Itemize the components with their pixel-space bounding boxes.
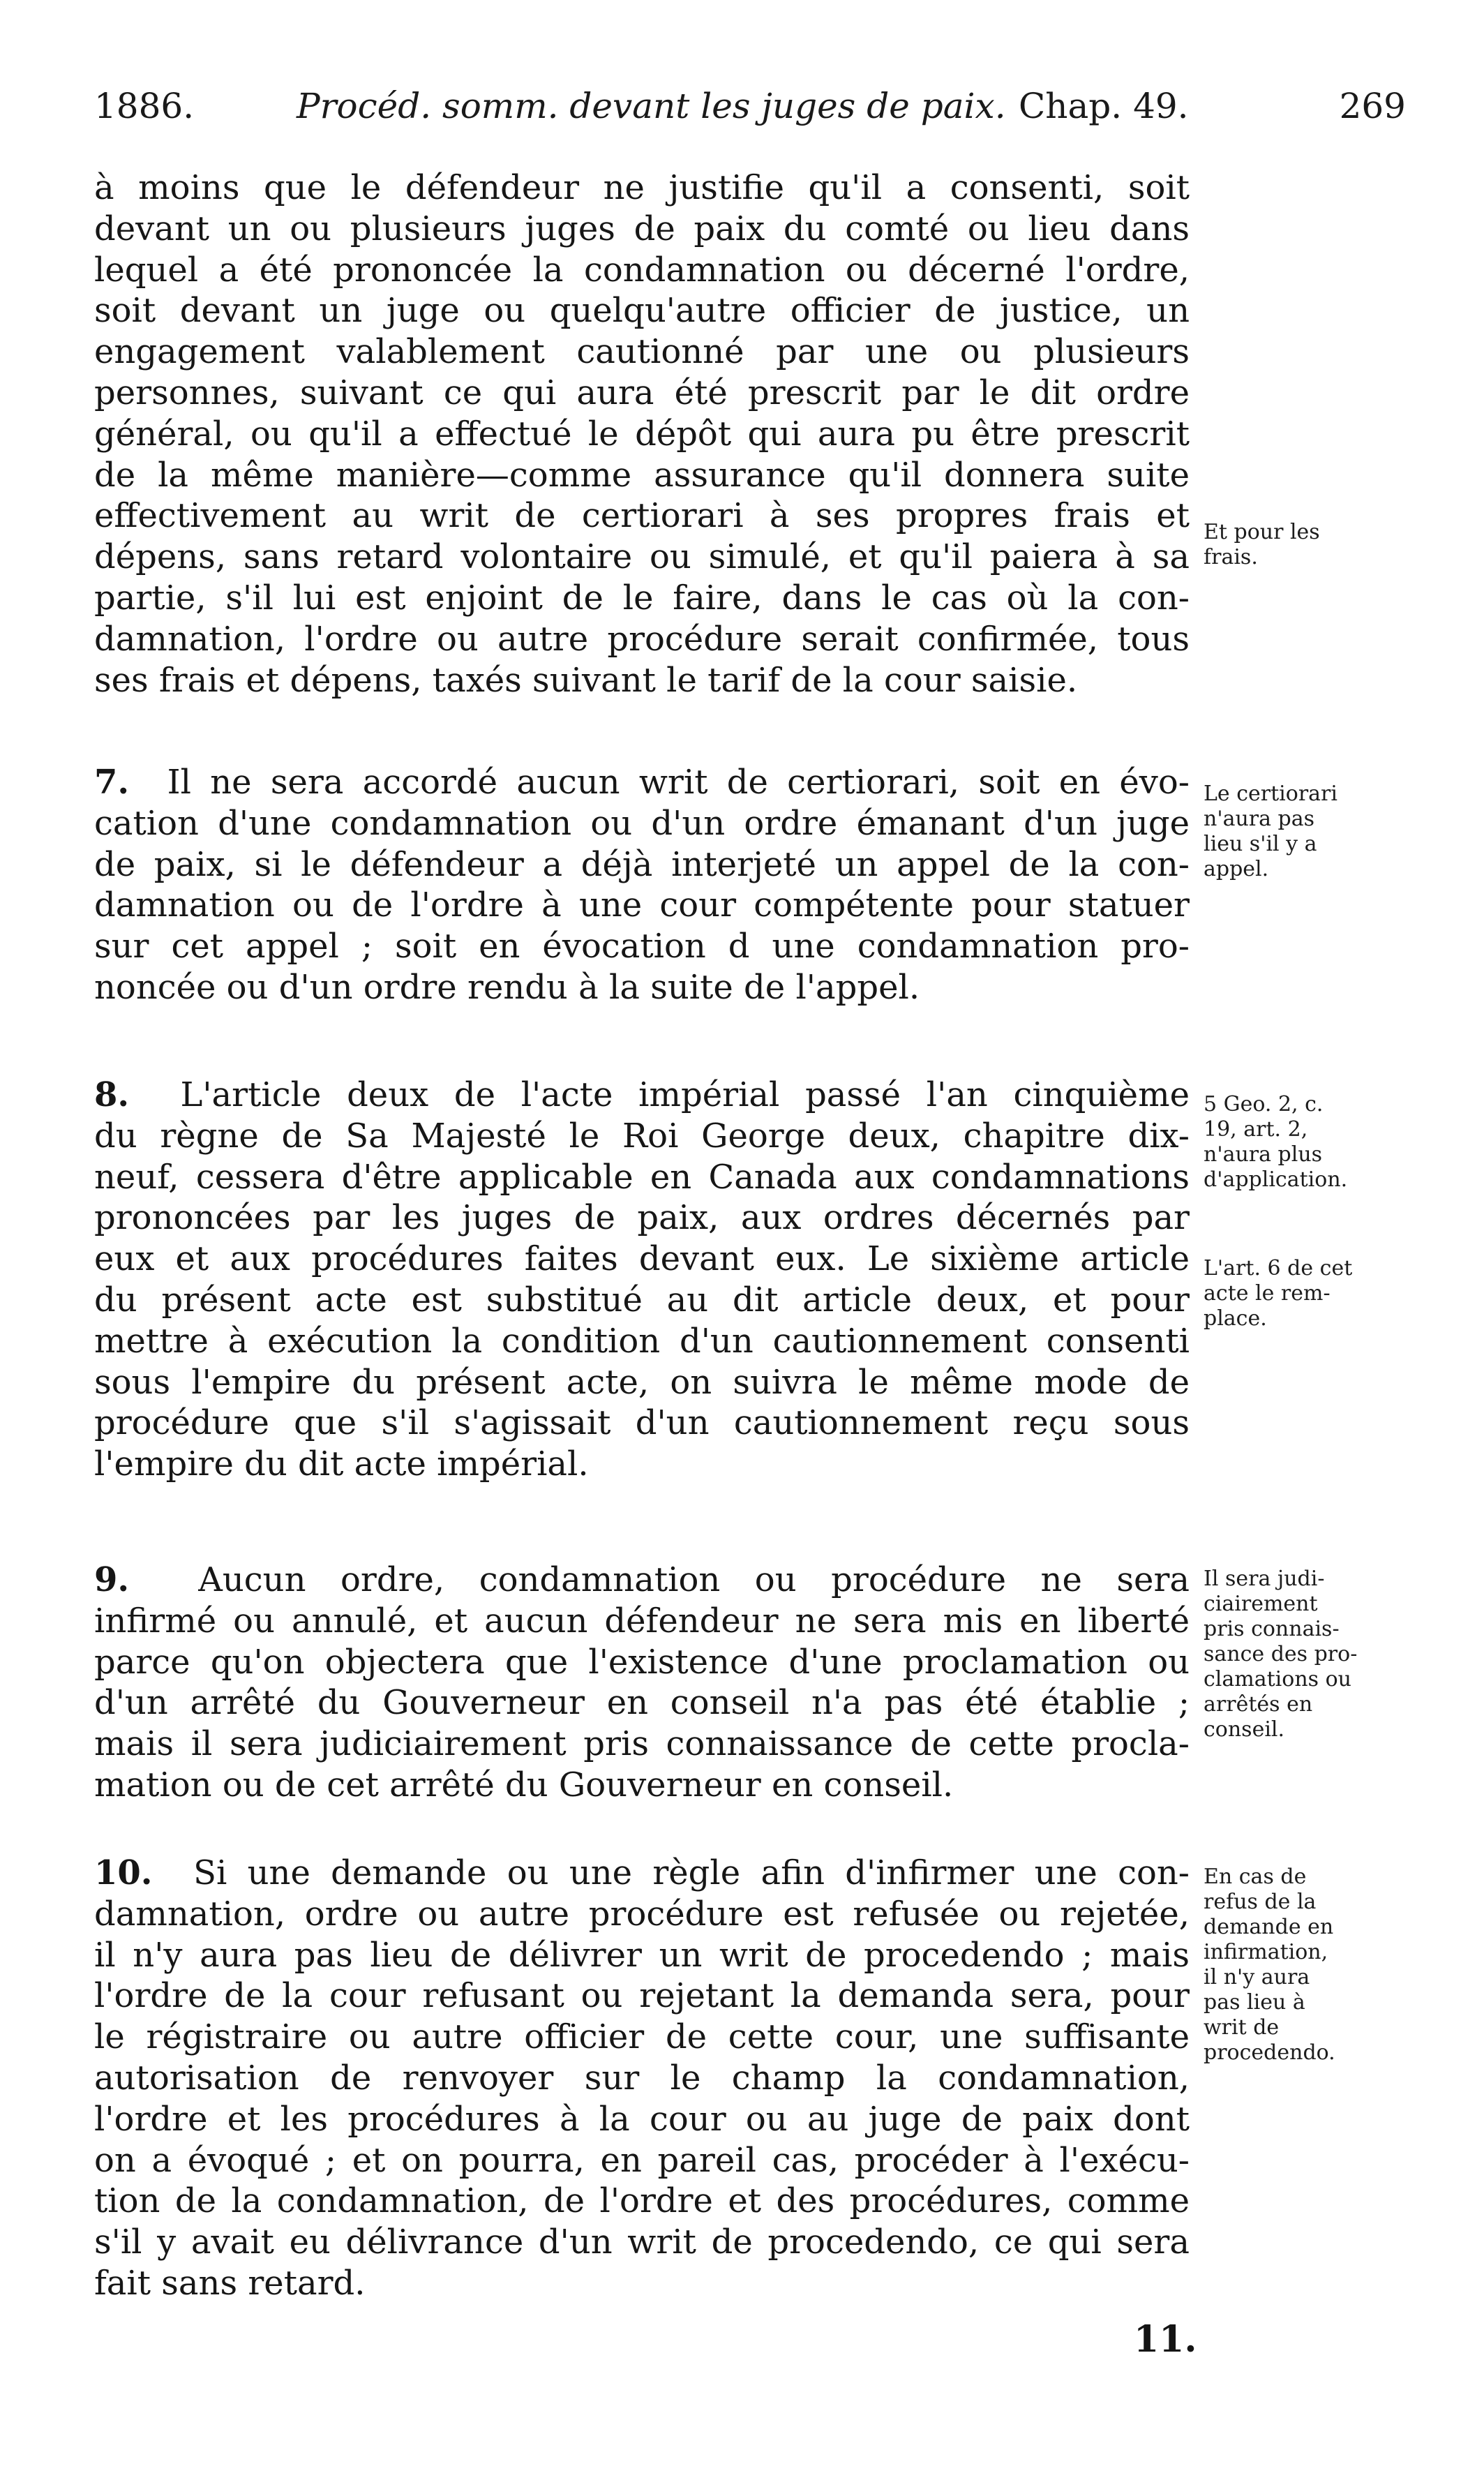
text-line [94,1853,1190,1894]
text-line: devant un ou plusieurs juges de paix du comté ou lieu dans [94,209,1190,248]
margin-note-line: 5 Geo. 2, c. [1204,1092,1324,1116]
header-title: Procéd. somm. devant les juges de paix. [297,86,1006,126]
continuation-paragraph [94,167,1190,701]
text-line: soit devant un juge ou quelqu'autre officier de justice, un [94,291,1190,331]
section-10 [94,1853,1190,2304]
catchword: 11. [1134,2318,1197,2361]
section-number: 7. [94,763,130,802]
text-line: du règne de Sa Majesté le Roi George deux, chapitre dix- [94,1116,1190,1156]
margin-note-line: L'art. 6 de cet [1204,1256,1353,1280]
margin-note-line: conseil. [1204,1717,1285,1742]
margin-note-geo [1204,1092,1378,1193]
text-line: à moins que le défendeur ne justifie qu'il a consenti, soit [94,168,1190,207]
text-line: engagement valablement cautionné par une ou plusieurs [94,332,1190,372]
header-chapter: Chap. 49. [1019,86,1189,126]
text-line: sous l'empire du présent acte, on suivra le même mode de [94,1362,1190,1402]
text-line: on a évoqué ; et on pourra, en pareil cas, procéder à l'exécu- [94,2140,1190,2180]
text-line: damnation, l'ordre ou autre procédure serait confirmée, tous [94,619,1190,659]
section-first-line: Si une demande ou une règle afin d'infirmer une con- [193,1853,1190,1892]
margin-note-line: pas lieu à [1204,1990,1305,2015]
text-line: du présent acte est substitué au dit article deux, et pour [94,1280,1190,1320]
margin-note-line: ciairement [1204,1592,1318,1616]
text-line: autorisation de renvoyer sur le champ la condamnation, [94,2058,1190,2098]
text-line: personnes, suivant ce qui aura été prescrit par le dit ordre [94,373,1190,412]
margin-note-line: n'aura plus [1204,1142,1323,1167]
margin-note-line: arrêtés en [1204,1692,1313,1717]
page-number: 269 [1339,86,1406,126]
margin-note-line: demande en [1204,1915,1334,1939]
header-year: 1886. [94,86,195,126]
text-line: eux et aux procédures faites devant eux. Le sixième article [94,1239,1190,1279]
section-first-line: Il ne sera accordé aucun writ de certiorari, soit en évo- [167,763,1190,802]
margin-note-line: 19, art. 2, [1204,1117,1308,1142]
text-line: l'ordre de la cour refusant ou rejetant la demanda sera, pour [94,1976,1190,2016]
text-line: procédure que s'il s'agissait d'un cautionnement reçu sous [94,1403,1190,1443]
text-line: damnation, ordre ou autre procédure est refusée ou rejetée, [94,1894,1190,1934]
text-line: il n'y aura pas lieu de délivrer un writ de procedendo ; mais [94,1935,1190,1975]
text-line: de la même manière—comme assurance qu'il donnera suite [94,455,1190,495]
text-line: sur cet appel ; soit en évocation d une condamnation pro- [94,927,1190,966]
text-line: partie, s'il lui est enjoint de le faire, dans le cas où la con- [94,578,1190,618]
margin-note-procedendo [1204,1865,1378,2066]
section-number: 10. [94,1853,153,1892]
margin-note-line: refus de la [1204,1890,1317,1914]
text-line: l'ordre et les procédures à la cour ou au juge de paix dont [94,2099,1190,2139]
text-line [94,762,1190,803]
text-line: prononcées par les juges de paix, aux ordres décernés par [94,1198,1190,1238]
text-line: neuf, cessera d'être applicable en Canada aux condamnations [94,1157,1190,1197]
text-line [94,1560,1190,1601]
text-line: cation d'une condamnation ou d'un ordre émanant d'un juge [94,803,1190,843]
margin-note-art6 [1204,1256,1378,1331]
margin-note-line: Le certiorari [1204,782,1337,806]
text-line: le régistraire ou autre officier de cette cour, une suffisante [94,2017,1190,2057]
margin-note-line: infirmation, [1204,1940,1328,1964]
text-line: effectivement au writ de certiorari à ses propres frais et [94,496,1190,536]
margin-note-line: appel. [1204,857,1269,881]
margin-note-line: procedendo. [1204,2040,1335,2065]
text-line: fait sans retard. [94,2263,366,2303]
text-line: s'il y avait eu délivrance d'un writ de procedendo, ce qui sera [94,2223,1190,2262]
text-line: mation ou de cet arrêté du Gouverneur en conseil. [94,1765,954,1805]
margin-note-line: Et pour les [1204,520,1320,544]
margin-note-line: lieu s'il y a [1204,832,1317,856]
margin-note-line: En cas de [1204,1865,1307,1889]
margin-note-frais [1204,520,1378,570]
margin-note-line: n'aura pas [1204,807,1315,831]
margin-note-line: clamations ou [1204,1667,1351,1691]
margin-note-proclamation [1204,1567,1378,1742]
text-line: parce qu'on objectera que l'existence d'une proclamation ou [94,1642,1190,1682]
text-line [94,1075,1190,1116]
text-line: mettre à exécution la condition d'un cautionnement consenti [94,1321,1190,1361]
section-8 [94,1075,1190,1485]
section-number: 9. [94,1560,130,1599]
running-header [94,78,1406,134]
section-first-line: Aucun ordre, condamnation ou procédure ne sera [198,1560,1190,1599]
text-line: ses frais et dépens, taxés suivant le tarif de la cour saisie. [94,660,1078,700]
margin-note-line: Il sera judi- [1204,1567,1325,1591]
section-7 [94,762,1190,1008]
text-line: de paix, si le défendeur a déjà interjeté un appel de la con- [94,844,1190,884]
margin-note-line: acte le rem- [1204,1281,1331,1306]
text-line: tion de la condamnation, de l'ordre et des procédures, comme [94,2181,1190,2221]
text-line: mais il sera judiciairement pris connaissance de cette procla- [94,1724,1190,1764]
text-line: damnation ou de l'ordre à une cour compétente pour statuer [94,886,1190,925]
margin-note-line: il n'y aura [1204,1965,1310,1989]
text-line: lequel a été prononcée la condamnation ou décerné l'ordre, [94,250,1190,290]
text-line: d'un arrêté du Gouverneur en conseil n'a pas été établie ; [94,1683,1190,1723]
text-line: noncée ou d'un ordre rendu à la suite de l'appel. [94,967,920,1007]
text-line: général, ou qu'il a effectué le dépôt qui aura pu être prescrit [94,414,1190,454]
margin-note-certiorari [1204,782,1378,882]
section-9 [94,1560,1190,1806]
margin-note-line: sance des pro- [1204,1642,1358,1666]
margin-note-line: place. [1204,1306,1267,1331]
text-line: l'empire du dit acte impérial. [94,1444,589,1484]
text-line: dépens, sans retard volontaire ou simulé, et qu'il paiera à sa [94,537,1190,577]
section-number: 8. [94,1075,130,1114]
margin-note-line: writ de [1204,2015,1280,2040]
margin-note-line: pris connais- [1204,1617,1340,1641]
margin-note-line: frais. [1204,545,1258,569]
section-first-line: L'article deux de l'acte impérial passé l'an cinquième [180,1075,1190,1114]
text-line: infirmé ou annulé, et aucun défendeur ne sera mis en liberté [94,1601,1190,1641]
margin-note-line: d'application. [1204,1167,1348,1192]
